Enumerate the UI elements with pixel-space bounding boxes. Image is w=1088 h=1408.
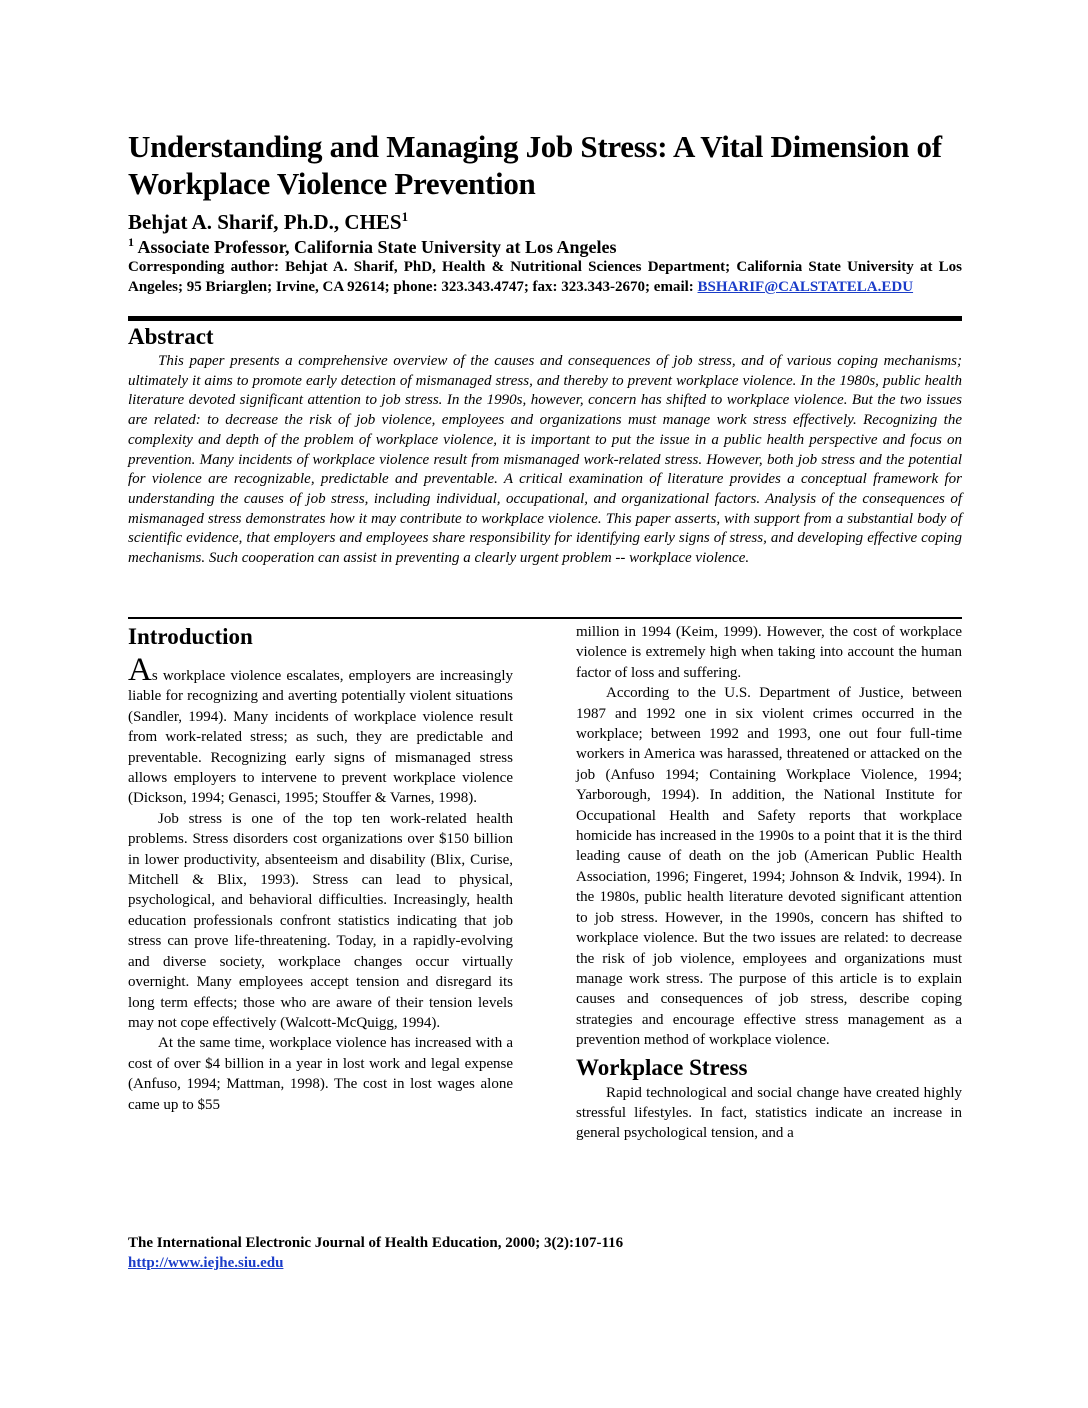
author-name: Behjat A. Sharif, Ph.D., CHES <box>128 210 402 234</box>
left-column <box>128 622 513 1115</box>
intro-paragraph-4: According to the U.S. Department of Justice, between 1987 and 1992 one in six violent crimes occurred in the workplace; between 1992 and 1993, one out four full-time workers in America was harassed, threatened or attacked on the job (Anfuso 1994; Containing Workplace Violence, 1994; Yarborough, 1994). In addition, the National Institute for Occupational Health and Safety reports that workplace homicide has increased in the 1990s to a point that it is the third leading cause of death on the job (American Public Health Association, 1996; Fingeret, 1994; Johnson & Indvik, 1994). In the 1980s, public health literature devoted significant attention to job stress. However, in the 1990s, concern has shifted to workplace violence. But the two issues are related: to decrease the risk of job violence, employees and organizations must manage work stress. The purpose of this article is to explain causes and consequences of job stress, describe coping strategies and encourage effective stress management as a prevention method of workplace violence. <box>576 685 962 1049</box>
right-column <box>576 622 962 1144</box>
intro-paragraph-1 <box>128 652 513 809</box>
abstract-text: This paper presents a comprehensive overview of the causes and consequences of job stress, and of various coping mechanisms; ultimately it aims to promote early detection of mismanaged stress, and thereby to prevent workplace violence. In the 1980s, public health literature devoted significant attention to job stress. In the 1990s, however, concern has shifted to workplace violence. But the two issues are related: to decrease the risk of job violence, employees and organizations must manage work stress effectively. Recognizing the complexity and depth of the problem of workplace violence, it is important to put the issue in a public health perspective and focus on prevention. Many incidents of workplace violence result from mismanaged work-related stress. However, both job stress and the potential for violence are recognizable, predictable and preventable. A critical examination of literature provides a conceptual framework for understanding the causes of job stress, including individual, occupational, and organizational factors. Analysis of the consequences of mismanaged stress demonstrates how it may contribute to workplace violence. This paper asserts, with support from a substantial body of scientific evidence, that employers and employees share responsibility for identifying early signs of stress, and developing effective coping mechanisms. Such cooperation can assist in preventing a clearly urgent problem -- workplace violence. <box>128 353 962 567</box>
paper-title: Understanding and Managing Job Stress: A Vital Dimension of Workplace Violence Prevention <box>128 129 942 201</box>
affiliation-text: Associate Professor, California State University at Los Angeles <box>134 237 617 257</box>
page-footer <box>128 1233 962 1273</box>
abstract-top-rule <box>128 316 962 321</box>
journal-url-link[interactable]: http://www.iejhe.siu.edu <box>128 1255 284 1271</box>
abstract-heading: Abstract <box>128 324 214 349</box>
author-superscript: 1 <box>401 209 409 224</box>
abstract-bottom-rule <box>128 617 962 619</box>
workplace-stress-heading: Workplace Stress <box>576 1054 748 1080</box>
intro-paragraph-3: At the same time, workplace violence has increased with a cost of over $4 billion in a year in lost work and legal expense (Anfuso, 1994; Mattman, 1998). The cost in lost wages alone came up to $55 <box>128 1035 513 1113</box>
affiliation-line <box>128 231 988 258</box>
journal-citation: The International Electronic Journal of Health Education, 2000; 3(2):107-116 <box>128 1235 624 1251</box>
affiliation-superscript: 1 <box>128 235 134 249</box>
corresponding-author <box>128 257 962 297</box>
email-link[interactable]: BSHARIF@CALSTATELA.EDU <box>697 279 914 295</box>
intro-paragraph-2: Job stress is one of the top ten work-related health problems. Stress disorders cost organizations over $150 billion in lower productivity, absenteeism and disability (Blix, Curise, Mitchell & Blix, 1993). Stress can lead to physical, psychological, and behavioral difficulties. Increasingly, health education professionals confront statistics indicating that job stress can prove life-threatening. Today, in a rapidly-evolving and diverse society, workplace changes occur virtually overnight. Many employees accept tension and disregard its long term effects; those who are aware of their tension levels may not cope effectively (Walcott-McQuigg, 1994). <box>128 810 513 1031</box>
corresponding-text: Corresponding author: Behjat A. Sharif, PhD, Health & Nutritional Sciences Department; California State University at Los Angeles; 95 Briarglen; Irvine, CA 92614; phone: 323.343.4747; fax: 323.343-2670; email: <box>128 259 962 295</box>
introduction-heading: Introduction <box>128 624 253 649</box>
intro-paragraph-1-text: s workplace violence escalates, employers are increasingly liable for recognizing and averting potentially violent situations (Sandler, 1994). Many incidents of workplace violence result from work-related stress; as such, they are predictable and preventable. Recognizing early signs of mismanaged stress allows employers to intervene to prevent workplace violence (Dickson, 1994; Genasci, 1995; Stouffer & Varnes, 1998). <box>128 668 513 807</box>
drop-cap: A <box>128 652 152 688</box>
workplace-stress-paragraph-1: Rapid technological and social change have created highly stressful lifestyles. In fact, statistics indicate an increase in general psychological tension, and a <box>576 1084 962 1142</box>
intro-paragraph-3-continued: million in 1994 (Keim, 1999). However, the cost of workplace violence is extremely high when taking into account the human factor of loss and suffering. <box>576 624 962 681</box>
